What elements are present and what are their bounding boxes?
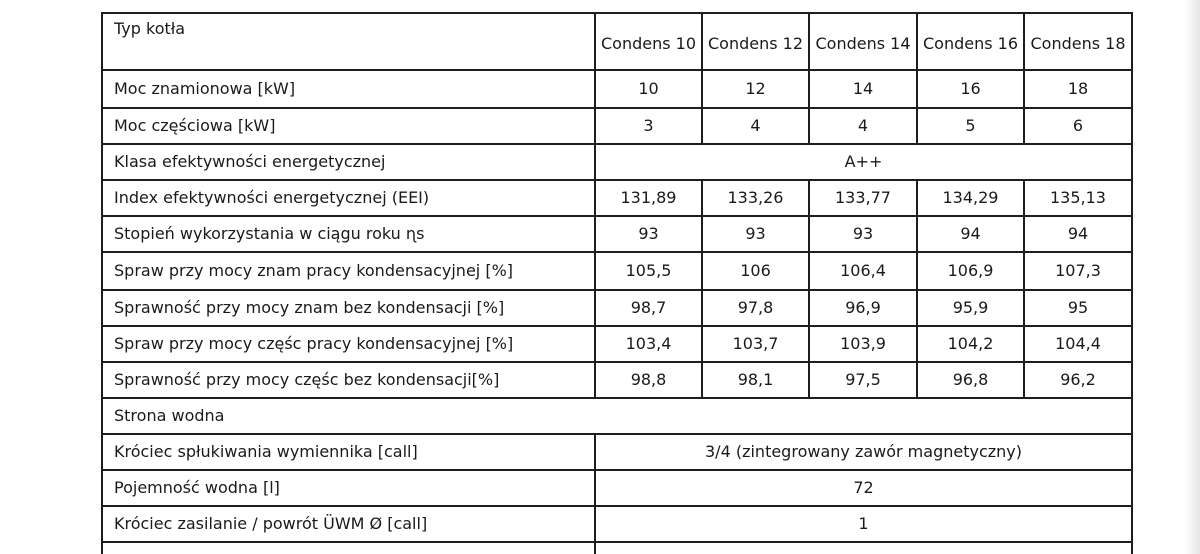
- section-heading: Strona wodna: [102, 398, 1132, 434]
- row-label: Króciec spłukiwania wymiennika [call]: [102, 434, 595, 470]
- row-span-value: A++: [595, 144, 1132, 180]
- row-value: 134,29: [917, 180, 1024, 216]
- header-model-cell: Condens 10: [595, 13, 702, 70]
- row-value: 98,1: [702, 362, 809, 398]
- row-label: Stopień wykorzystania w ciągu roku ɳs: [102, 216, 595, 252]
- row-span-value: 3/4 (zintegrowany zawór magnetyczny): [595, 434, 1132, 470]
- table-row: [102, 216, 1132, 252]
- row-label: Sprawność przy mocy znam bez kondensacji [%]: [102, 290, 595, 326]
- header-model-cell: Condens 18: [1024, 13, 1132, 70]
- row-value: 106,4: [809, 252, 917, 290]
- row-label: Klasa efektywności energetycznej: [102, 144, 595, 180]
- table-row: [102, 70, 1132, 108]
- row-value: 131,89: [595, 180, 702, 216]
- row-value: 6: [1024, 108, 1132, 144]
- row-span-value: 72: [595, 470, 1132, 506]
- row-value: 103,7: [702, 326, 809, 362]
- boiler-spec-table: [101, 12, 1133, 554]
- table-row: [102, 290, 1132, 326]
- row-label: Pojemność wodna [l]: [102, 470, 595, 506]
- row-value: 106,9: [917, 252, 1024, 290]
- row-value: 18: [1024, 70, 1132, 108]
- row-label: Sprawność przy mocy częśc bez kondensacji[%]: [102, 362, 595, 398]
- header-model-cell: Condens 14: [809, 13, 917, 70]
- row-value: 12: [702, 70, 809, 108]
- row-value: 135,13: [1024, 180, 1132, 216]
- table-row: [102, 470, 1132, 506]
- row-value: 96,9: [809, 290, 917, 326]
- table-row: [102, 180, 1132, 216]
- row-value: 96,2: [1024, 362, 1132, 398]
- header-label-cell: Typ kotła: [102, 13, 595, 70]
- header-model-cell: Condens 12: [702, 13, 809, 70]
- table-row: [102, 326, 1132, 362]
- row-value: 94: [1024, 216, 1132, 252]
- row-value: 133,26: [702, 180, 809, 216]
- row-value: 4: [702, 108, 809, 144]
- row-label: Index efektywności energetycznej (EEI): [102, 180, 595, 216]
- row-value: 104,4: [1024, 326, 1132, 362]
- table-row-cut-off: [102, 542, 1132, 554]
- row-value: 95,9: [917, 290, 1024, 326]
- table-row: [102, 362, 1132, 398]
- row-value: 5: [917, 108, 1024, 144]
- row-value: 133,77: [809, 180, 917, 216]
- row-value: 16: [917, 70, 1024, 108]
- row-value: 103,9: [809, 326, 917, 362]
- row-value: 104,2: [917, 326, 1024, 362]
- row-label: Moc częściowa [kW]: [102, 108, 595, 144]
- table-row: [102, 434, 1132, 470]
- table-row: [102, 252, 1132, 290]
- page-edge-shadow: [1184, 0, 1200, 554]
- table-row: [102, 506, 1132, 542]
- table-header-row: [102, 13, 1132, 70]
- row-value: 93: [595, 216, 702, 252]
- row-value: 106: [702, 252, 809, 290]
- row-value: 94: [917, 216, 1024, 252]
- row-label: [102, 542, 595, 554]
- row-label: Spraw przy mocy częśc pracy kondensacyjnej [%]: [102, 326, 595, 362]
- row-label: Spraw przy mocy znam pracy kondensacyjnej [%]: [102, 252, 595, 290]
- row-value: 10: [595, 70, 702, 108]
- row-value: 107,3: [1024, 252, 1132, 290]
- row-value: 3: [595, 108, 702, 144]
- row-value: 93: [809, 216, 917, 252]
- row-value: 105,5: [595, 252, 702, 290]
- row-label: Króciec zasilanie / powrót ÜWM Ø [call]: [102, 506, 595, 542]
- row-value: 95: [1024, 290, 1132, 326]
- row-value: 98,7: [595, 290, 702, 326]
- table-row: [102, 108, 1132, 144]
- header-model-cell: Condens 16: [917, 13, 1024, 70]
- row-span-value: 1: [595, 506, 1132, 542]
- row-value: 98,8: [595, 362, 702, 398]
- row-value: 97,5: [809, 362, 917, 398]
- table-row: [102, 144, 1132, 180]
- row-value: 96,8: [917, 362, 1024, 398]
- row-value: 14: [809, 70, 917, 108]
- row-value: 93: [702, 216, 809, 252]
- row-value: 103,4: [595, 326, 702, 362]
- row-value: 4: [809, 108, 917, 144]
- row-value: 97,8: [702, 290, 809, 326]
- row-span-value: [595, 542, 1132, 554]
- row-label: Moc znamionowa [kW]: [102, 70, 595, 108]
- section-row: [102, 398, 1132, 434]
